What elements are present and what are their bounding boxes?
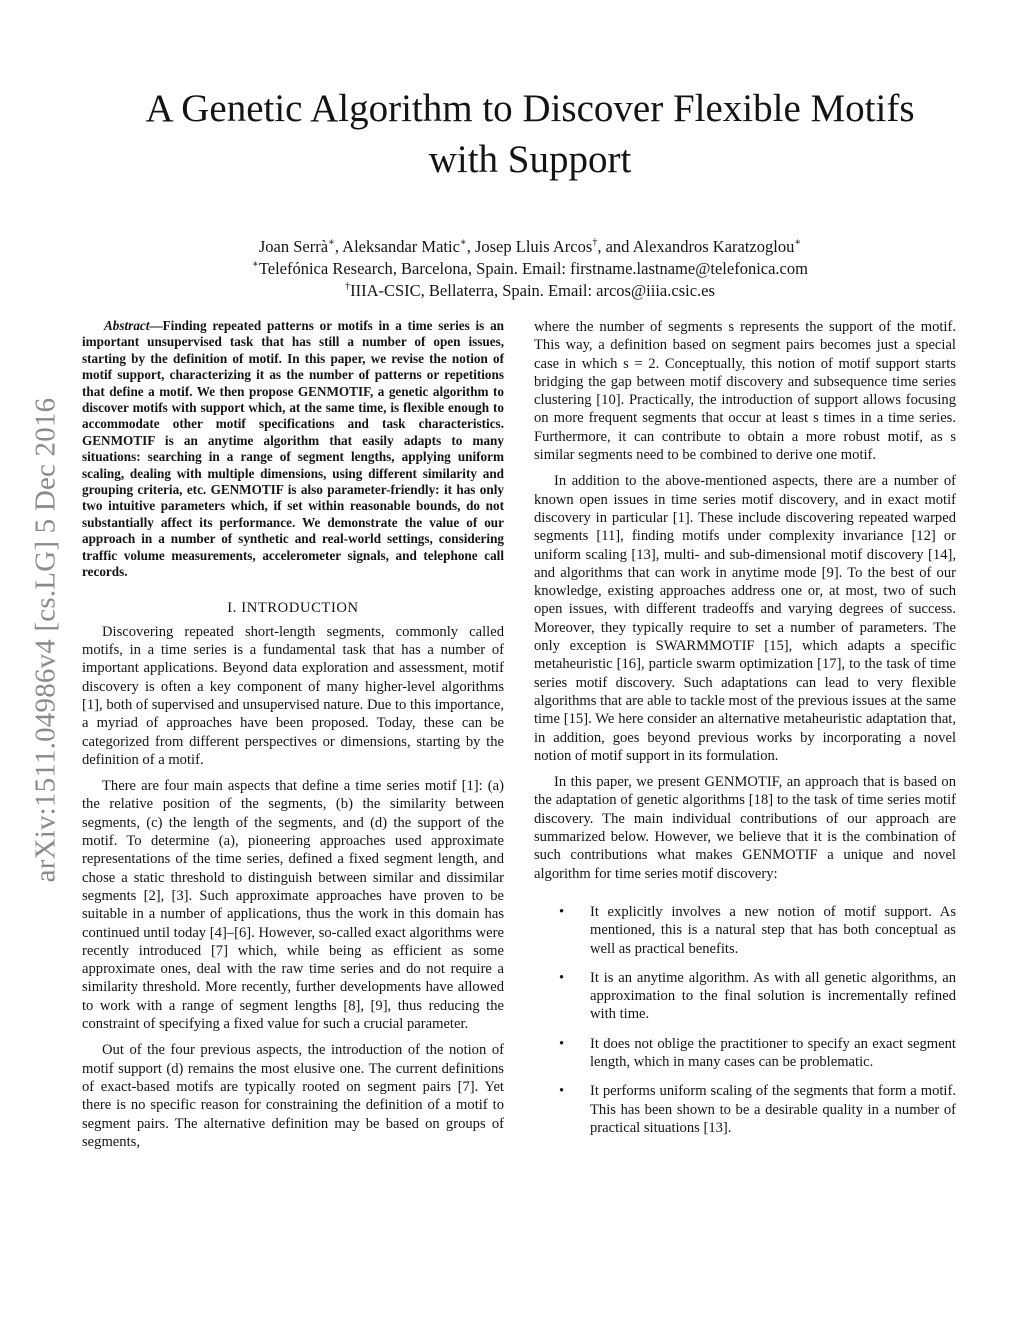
intro-paragraph-5: In addition to the above-mentioned aspects, there are a number of known open issues in time series motif discovery, and in exact motif discovery in particular [1]. These include discovering repeated warped segments [11], finding motifs under complexity invariance [12] or uniform scaling [13], multi- and sub-dimensional motif discovery [14], and algorithms that can work in anytime mode [9]. To the best of our knowledge, existing approaches address one or, at most, two of such open issues, with different tradeoffs and varying degrees of success. Moreover, they typically require to set a number of parameters. The only exception is SWARMMOTIF [15], which adapts a specific metaheuristic [16], particle swarm optimization [17], to the task of time series motif discovery. Such adaptations can lead to very flexible algorithms that are able to tackle most of the previous issues at the same time [15]. We here consider an alternative metaheuristic adaptation that, in addition, goes beyond previous works by incorporating a novel notion of motif support in its formulation. [534, 473, 956, 764]
paper-title-line-1: A Genetic Algorithm to Discover Flexible Motifs [145, 87, 915, 130]
intro-paragraph-6: In this paper, we present GENMOTIF, an approach that is based on the adaptation of genetic algorithms [18] to the task of time series motif discovery. The main individual contributions of our approach are summarized below. However, we believe that it is the combination of such contributions what makes GENMOTIF a unique and novel algorithm for time series motif discovery: [534, 774, 956, 882]
arxiv-identifier: arXiv:1511.04986v4 [cs.LG] 5 Dec 2016 [29, 397, 62, 883]
contribution-text: It performs uniform scaling of the segments that form a motif. This has been shown to be a desirable quality in a number of practical situations [13]. [590, 1083, 956, 1136]
affiliation-1 [90, 258, 970, 280]
left-column [82, 318, 504, 1159]
list-item [534, 1082, 956, 1137]
abstract [82, 318, 504, 581]
author-1: Joan Serrà [258, 237, 329, 256]
contribution-text: It explicitly involves a new notion of motif support. As mentioned, this is a natural step that has both conceptual as well as practical benefits. [590, 903, 956, 957]
affiliation-mark-dagger: † [592, 236, 598, 248]
affiliation-mark-dagger: † [345, 280, 351, 292]
affiliation-mark-star: ∗ [328, 236, 335, 248]
section-heading-introduction: I. INTRODUCTION [227, 599, 359, 616]
affiliation-1-text: Telefónica Research, Barcelona, Spain. Email: firstname.lastname@telefonica.com [258, 259, 808, 278]
author-3: , Josep Lluis Arcos [466, 237, 593, 256]
intro-paragraph-1: Discovering repeated short-length segments, commonly called motifs, in a time series is a fundamental task that has a number of important applications. Beyond data exploration and assessment, motif discovery is often a key component of many higher-level algorithms [1], both of supervised and unsupervised nature. Due to this importance, a myriad of approaches have been proposed. Today, these can be categorized from different perspectives or dimensions, starting by the definition of a motif. [82, 623, 504, 768]
intro-paragraph-2: There are four main aspects that define a time series motif [1]: (a) the relative position of the segments, (b) the similarity between segments, (c) the length of the segments, and (d) the support of the motif. To determine (a), pioneering approaches used approximate representations of the time series, defined a fixed segment length, and chose a static threshold to distinguish between similar and dissimilar segments [2], [3]. Such approximate approaches have proven to be suitable in a number of applications, thus the work in this domain has continued until today [4]–[6]. However, so-called exact algorithms were recently introduced [7] which, while being as efficient as some approximate ones, deal with the raw time series and do not require a similarity threshold. More recently, further developments have allowed to work with a range of segment lengths [8], [9], thus reducing the constraint of specifying a fixed value for such a crucial parameter. [82, 778, 504, 1033]
author-2: , Aleksandar Matic [334, 237, 460, 256]
bullet-icon: • [559, 969, 565, 986]
abstract-text: —Finding repeated patterns or motifs in a time series is an important unsupervised task that has still a number of open issues, starting by the definition of motif. In this paper, we revise the notion of motif support, characterizing it as the number of patterns or repetitions that define a motif. We then propose GENMOTIF, a genetic algorithm to discover motifs with support which, at the same time, is flexible enough to accommodate other motif specifications and task characteristics. GENMOTIF is an anytime algorithm that easily adapts to many situations: searching in a range of segment lengths, applying uniform scaling, dealing with multiple dimensions, using different similarity and grouping criteria, etc. GENMOTIF is also parameter-friendly: it has only two intuitive parameters which, if set within reasonable bounds, do not substantially affect its performance. We demonstrate the value of our approach in a number of synthetic and real-world settings, considering traffic volume measurements, accelerometer signals, and telephone call records. [82, 318, 504, 580]
affiliation-2-text: IIIA-CSIC, Bellaterra, Spain. Email: arcos@iiia.csic.es [350, 281, 715, 300]
list-item [534, 969, 956, 1024]
contribution-text: It does not oblige the practitioner to specify an exact segment length, which in many cases can be problematic. [590, 1035, 956, 1070]
author-list [90, 236, 970, 258]
list-item [534, 903, 956, 958]
paper-title [90, 83, 970, 185]
intro-paragraph-3: Out of the four previous aspects, the introduction of the notion of motif support (d) remains the most elusive one. The current definitions of exact-based motifs are typically rooted on segment pairs [7]. Yet there is no specific reason for constraining the definition of a motif to segment pairs. The alternative definition may be based on groups of segments, [82, 1042, 504, 1150]
abstract-lead: Abstract [104, 318, 150, 333]
affiliation-mark-star: ∗ [794, 236, 802, 248]
intro-paragraph-4: where the number of segments s represents the support of the motif. This way, a definition based on segment pairs becomes just a special case in which s = 2. Conceptually, this notion of motif support starts bridging the gap between motif discovery and subsequence time series clustering [10]. Practically, the introduction of support allows focusing on more frequent segments that occur at least s times in a time series. Furthermore, it can contribute to obtain a more robust motif, as s similar segments need to be combined to derive one motif. [534, 319, 956, 464]
bullet-icon: • [559, 1083, 565, 1100]
author-block [90, 236, 970, 302]
contribution-list [534, 903, 956, 1137]
bullet-icon: • [559, 1035, 565, 1052]
right-column [534, 318, 956, 1148]
affiliation-mark-star: ∗ [459, 236, 467, 248]
contribution-text: It is an anytime algorithm. As with all genetic algorithms, an approximation to the final solution is incrementally refined with time. [590, 969, 956, 1023]
bullet-icon: • [559, 903, 565, 920]
affiliation-2 [90, 280, 970, 302]
author-4: , and Alexandros Karatzoglou [597, 237, 795, 256]
list-item [534, 1035, 956, 1072]
affiliation-mark-star: ∗ [252, 258, 259, 270]
paper-title-line-2: with Support [428, 138, 632, 181]
